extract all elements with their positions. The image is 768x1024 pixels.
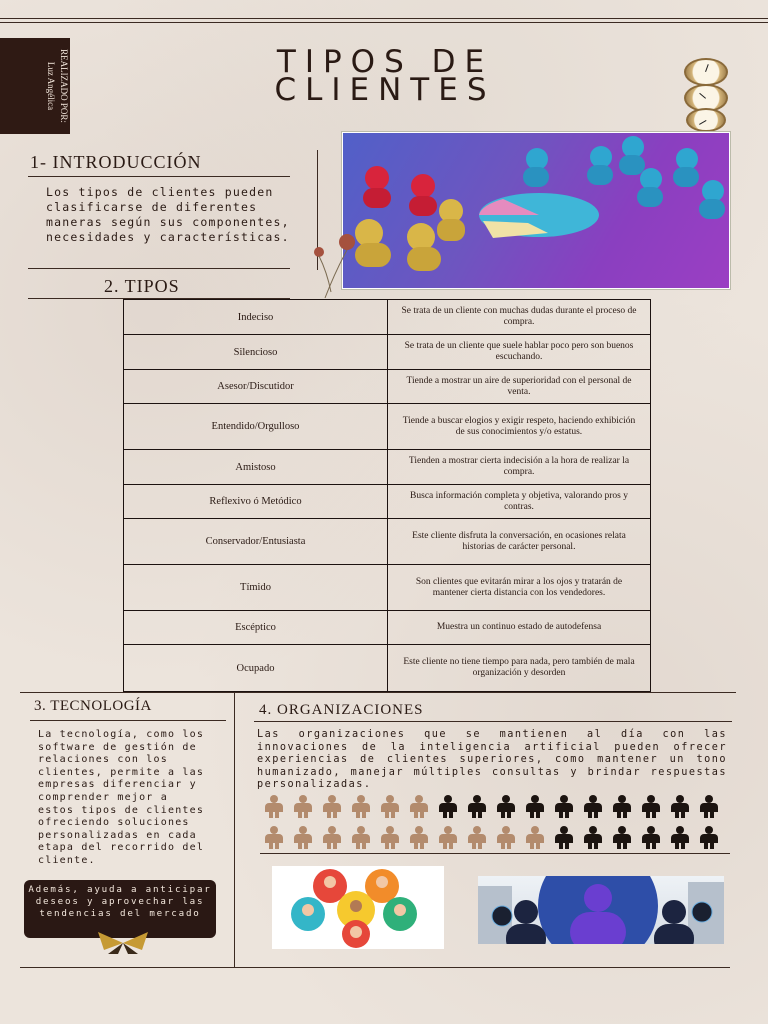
type-cell: Escéptico <box>124 611 388 645</box>
tipos-heading: 2. TIPOS <box>104 276 180 296</box>
author-prefix: REALIZADO POR: <box>59 49 69 123</box>
person-icon <box>436 795 460 817</box>
type-cell: Reflexivo ó Metódico <box>124 485 388 519</box>
desc-cell: Tiende a mostrar un aire de superioridad con el personal de venta. <box>388 370 651 404</box>
table-row <box>124 370 651 404</box>
person-icon <box>436 826 460 848</box>
person-icon <box>610 826 634 848</box>
intro-text: Los tipos de clientes pueden clasificarse de diferentes maneras según sus componentes, necesidades y características. <box>46 185 290 244</box>
desc-cell: Se trata de un cliente con muchas dudas durante el proceso de compra. <box>388 300 651 335</box>
person-icon <box>378 826 402 848</box>
type-cell: Entendido/Orgulloso <box>124 404 388 450</box>
person-icon <box>668 795 692 817</box>
tecnologia-text: La tecnología, como los software de gestión de relaciones con los clientes, permite a las empresas diferenciar y comprender mejor a estos tipos de clientes ofreciendo soluciones personalizadas en cada etapa del recorrido del cliente. <box>38 729 205 866</box>
tecnologia-heading: 3. TECNOLOGÍA <box>34 698 152 714</box>
client-types-table <box>123 299 651 692</box>
butterfly-icon <box>90 930 156 956</box>
type-cell: Silencioso <box>124 335 388 370</box>
table-row <box>124 300 651 335</box>
desc-cell: Busca información completa y objetiva, valorando pros y contras. <box>388 485 651 519</box>
person-icon <box>262 826 286 848</box>
column-divider <box>234 692 235 967</box>
person-icon <box>697 826 721 848</box>
type-cell: Indeciso <box>124 300 388 335</box>
clock-icon <box>684 58 728 86</box>
person-icon <box>349 826 373 848</box>
type-cell: Ocupado <box>124 645 388 692</box>
organizaciones-underline <box>254 721 732 722</box>
section-divider <box>20 692 736 693</box>
diverse-people-illustration <box>272 866 444 949</box>
table-row <box>124 335 651 370</box>
type-cell: Conservador/Entusiasta <box>124 519 388 565</box>
person-icon <box>494 795 518 817</box>
person-icon <box>523 826 547 848</box>
people-row <box>262 826 721 848</box>
type-cell: Amistoso <box>124 450 388 485</box>
type-cell: Asesor/Discutidor <box>124 370 388 404</box>
intro-heading-underline <box>28 176 290 177</box>
desc-cell: Se trata de un cliente que suele hablar poco pero son buenos escuchando. <box>388 335 651 370</box>
organizaciones-heading: 4. ORGANIZACIONES <box>259 702 424 718</box>
desc-cell: Tienden a mostrar cierta indecisión a la hora de realizar la compra. <box>388 450 651 485</box>
table-row <box>124 645 651 692</box>
person-icon <box>581 795 605 817</box>
table-row <box>124 450 651 485</box>
desc-cell: Este cliente no tiene tiempo para nada, pero también de mala organización y desorden <box>388 645 651 692</box>
tecnologia-banner: Además, ayuda a anticipar deseos y aprovechar las tendencias del mercado <box>24 880 216 938</box>
person-icon <box>262 795 286 817</box>
person-icon <box>494 826 518 848</box>
desc-cell: Son clientes que evitarán mirar a los ojos y tratarán de mantener cierta distancia con los vendedores. <box>388 565 651 611</box>
people-row <box>262 795 721 817</box>
intro-bottom-line <box>28 268 290 269</box>
desc-cell: Muestra un continuo estado de autodefensa <box>388 611 651 645</box>
table-row <box>124 404 651 450</box>
hero-photo-pie-chart-figures <box>342 132 730 289</box>
intro-heading: 1- INTRODUCCIÓN <box>30 152 202 172</box>
author-label <box>0 38 70 134</box>
person-icon <box>639 826 663 848</box>
person-icon <box>523 795 547 817</box>
person-icon <box>668 826 692 848</box>
clock-icon <box>686 108 726 132</box>
person-icon <box>320 826 344 848</box>
table-row <box>124 519 651 565</box>
desc-cell: Este cliente disfruta la conversación, en ocasiones relata historias de carácter personal. <box>388 519 651 565</box>
desc-cell: Tiende a buscar elogios y exigir respeto, haciendo exhibición de sus conocimientos y/o estatus. <box>388 404 651 450</box>
person-icon <box>465 826 489 848</box>
person-icon <box>552 826 576 848</box>
bottom-border-line <box>20 967 730 968</box>
table-row <box>124 611 651 645</box>
person-icon <box>581 826 605 848</box>
table-row <box>124 565 651 611</box>
person-icon <box>349 795 373 817</box>
person-icon <box>697 795 721 817</box>
person-icon <box>639 795 663 817</box>
tecnologia-underline <box>30 720 226 721</box>
author-name: Luz Angélica <box>46 61 56 111</box>
table-row <box>124 485 651 519</box>
person-icon <box>407 795 431 817</box>
person-icon <box>291 826 315 848</box>
person-icon <box>465 795 489 817</box>
person-icon <box>320 795 344 817</box>
title-line-1: TIPOS DE <box>276 44 494 80</box>
page-title <box>180 44 590 108</box>
top-border-line-2 <box>0 22 768 23</box>
top-border-line <box>0 18 768 19</box>
ai-customer-illustration <box>478 876 724 944</box>
rose-decoration-icon <box>305 232 365 302</box>
person-icon <box>552 795 576 817</box>
organizaciones-text: Las organizaciones que se mantienen al día con las innovaciones de la inteligencia artificial pueden ofrecer experiencias de clientes superiores, como mantener un tono humanizado, manejar múltiples consultas y brindar respuestas personalizadas. <box>257 729 727 791</box>
person-icon <box>610 795 634 817</box>
person-icon <box>407 826 431 848</box>
people-underline <box>260 853 730 854</box>
type-cell: Tímido <box>124 565 388 611</box>
person-icon <box>291 795 315 817</box>
person-icon <box>378 795 402 817</box>
title-line-2: CLIENTES <box>274 72 496 108</box>
